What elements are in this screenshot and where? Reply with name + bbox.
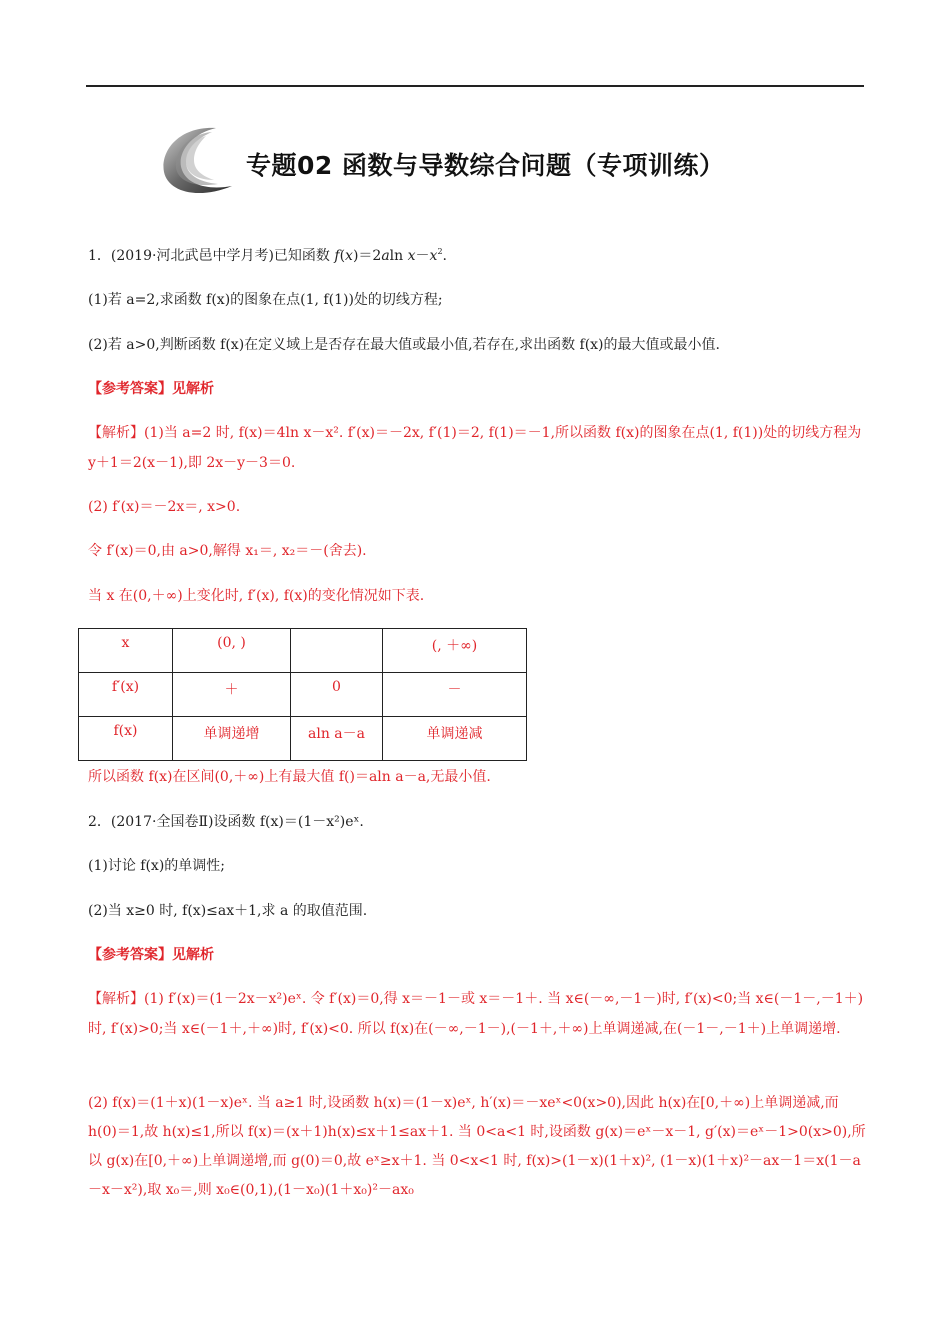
question-2-analysis-2: (2) f(x)＝(1＋x)(1－x)eˣ. 当 a≥1 时,设函数 h(x)＝(1－x)eˣ, h′(x)＝－xeˣ<0(x>0),因此 h(x)在[0,＋∞)上单调递减,而 h(0)＝1,故 h(x)≤1,所以 f(x)＝(x＋1)h(x)≤x＋1≤ax＋1. 当 0<a<1 时,设函数 g(x)＝eˣ－x－1, g′(x)＝eˣ－1>0(x>0),所以 g(x)在[0,＋∞)上单调递增,而 g(0)＝0,故 eˣ≥x＋1. 当 0<x<1 时, f(x)>(1－x)(1＋x)², (1－x)(1＋x)²－ax－1＝x(1－a－x－x²),取 x₀＝,则 x₀∈(0,1),(1－x₀)(1＋x₀)²－ax₀ (88, 1095, 866, 1198)
table-cell: aln a－a (291, 717, 383, 761)
table-row (79, 717, 527, 761)
table-cell: x (79, 629, 173, 673)
table-cell: 0 (291, 673, 383, 717)
question-2-part-1: (1)讨论 f(x)的单调性; (88, 858, 225, 874)
question-1-part-2: (2)若 a>0,判断函数 f(x)在定义域上是否存在最大值或最小值,若存在,求出函数 f(x)的最大值或最小值. (88, 337, 720, 353)
question-1-part-1: (1)若 a=2,求函数 f(x)的图象在点(1, f(1))处的切线方程; (88, 292, 443, 308)
table-cell (291, 629, 383, 673)
table-row (79, 629, 527, 673)
table-cell: f(x) (79, 717, 173, 761)
table-cell: 单调递减 (383, 717, 527, 761)
crescent-swirl-icon (158, 124, 248, 200)
top-rule (86, 85, 864, 87)
question-2-part-2: (2)当 x≥0 时, f(x)≤ax＋1,求 a 的取值范围. (88, 903, 368, 919)
question-1-analysis-1: 【解析】(1)当 a=2 时, f(x)＝4ln x－x². f′(x)＝－2x, f′(1)＝2, f(1)＝－1,所以函数 f(x)的图象在点(1, f(1))处的切线方程为 y＋1＝2(x－1),即 2x－y－3＝0. (88, 425, 862, 471)
question-1-stem: 1．(2019·河北武邑中学月考)已知函数 f(x)＝2aln $x-x^2$. (88, 247, 447, 264)
table-row (79, 673, 527, 717)
question-2-analysis-1: 【解析】(1) f′(x)＝(1－2x－x²)eˣ. 令 f′(x)＝0,得 x＝－1－或 x＝－1＋. 当 x∈(－∞,－1－)时, f′(x)<0;当 x∈(－1－,－1＋)时, f′(x)>0;当 x∈(－1＋,＋∞)时, f′(x)<0. 所以 f(x)在(－∞,－1－),(－1＋,＋∞)上单调递减,在(－1－,－1＋)上单调递增. (88, 991, 864, 1037)
table-cell: (, ＋∞) (383, 629, 527, 673)
table-cell: f′(x) (79, 673, 173, 717)
question-1-analysis-2: (2) f′(x)＝－2x＝, x>0. (88, 499, 241, 515)
question-1-analysis-4: 当 x 在(0,＋∞)上变化时, f′(x), f(x)的变化情况如下表. (88, 588, 425, 604)
table-cell: (0, ) (173, 629, 291, 673)
table-cell: 单调递增 (173, 717, 291, 761)
question-2-stem: 2．(2017·全国卷Ⅱ)设函数 f(x)＝(1－x²)eˣ. (88, 814, 364, 830)
page-title: 专题02 函数与导数综合问题（专项训练） (246, 151, 725, 180)
question-1-analysis-3: 令 f′(x)＝0,由 a>0,解得 x₁＝, x₂＝－(舍去). (88, 543, 367, 559)
question-1-answer-label: 【参考答案】见解析 (88, 381, 214, 397)
table-cell: － (383, 673, 527, 717)
question-1-conclusion: 所以函数 f(x)在区间(0,＋∞)上有最大值 f()＝aln a－a,无最小值. (88, 769, 491, 785)
table-cell: ＋ (173, 673, 291, 717)
question-2-answer-label: 【参考答案】见解析 (88, 947, 214, 963)
variation-table (78, 628, 527, 761)
